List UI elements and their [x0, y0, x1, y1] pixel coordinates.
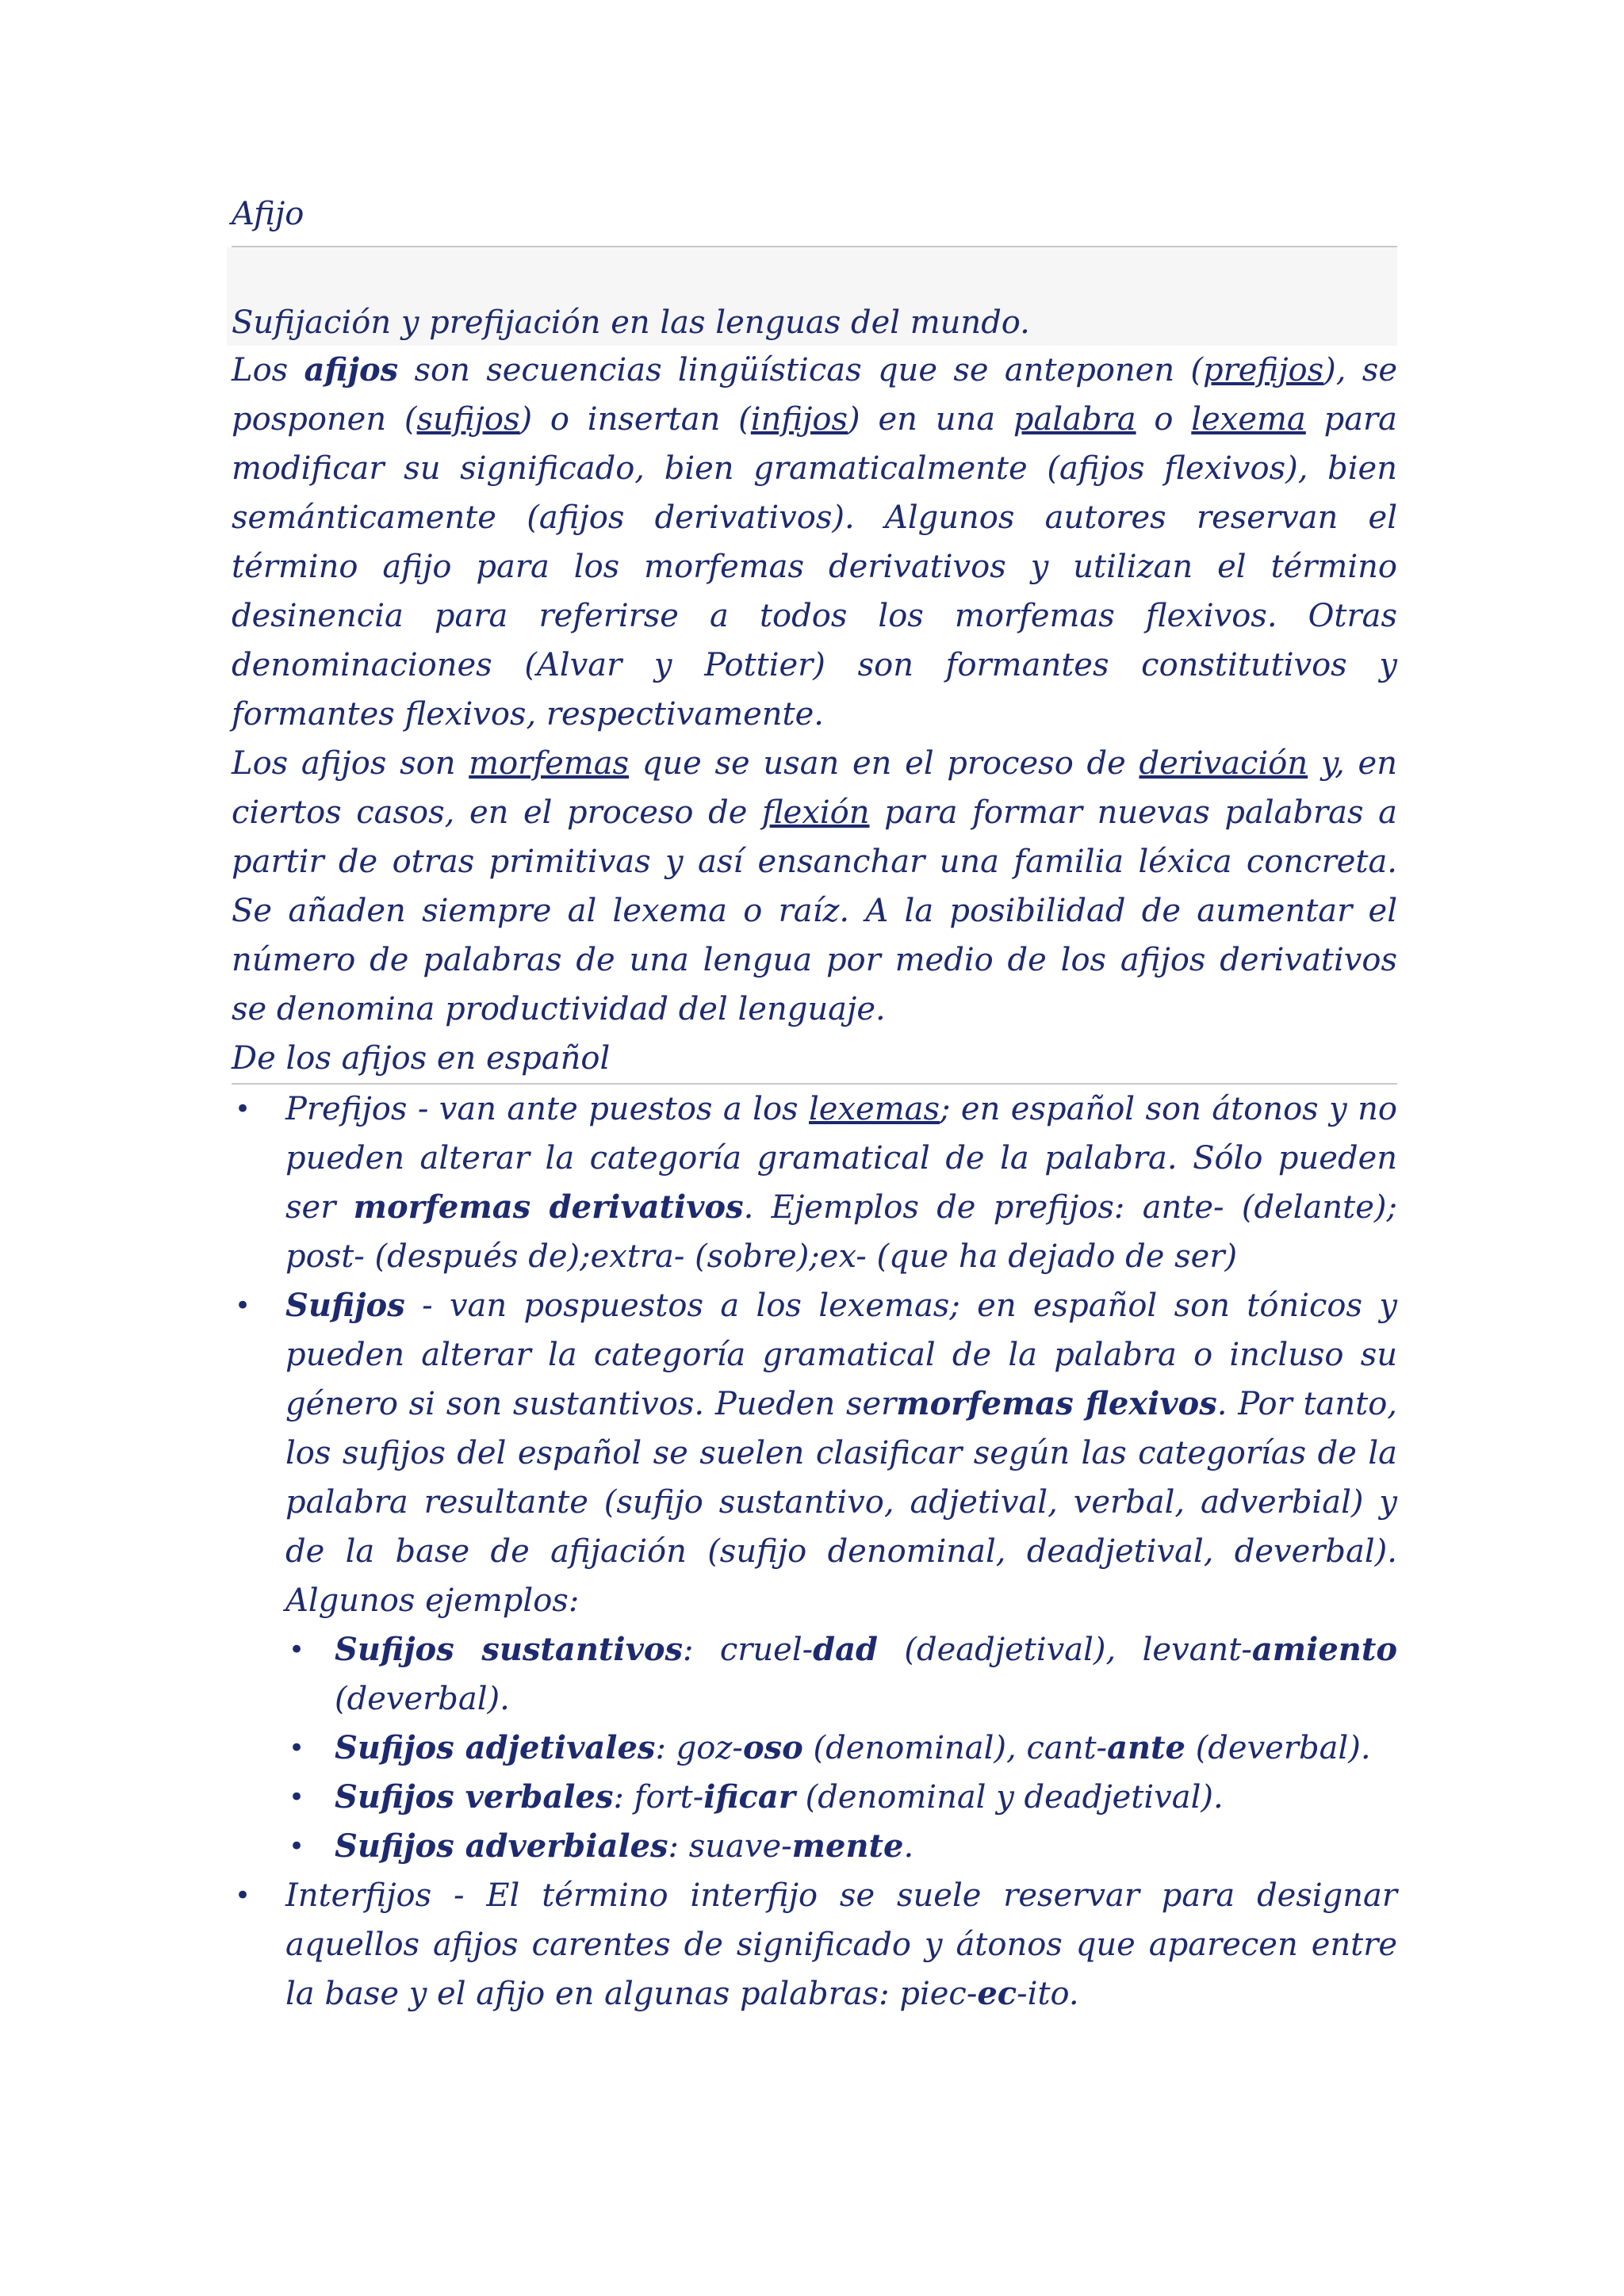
italic-term: interfijo: [690, 1877, 818, 1914]
bold-term: Sufijos adverbiales: [335, 1827, 668, 1865]
italic-term: cruel-: [719, 1632, 814, 1668]
text-run: (deadjetival),: [878, 1632, 1143, 1668]
bold-term: morfemas derivativos: [353, 1188, 744, 1226]
italic-term: piec-: [899, 1976, 978, 2012]
italic-term: levant-: [1142, 1632, 1252, 1668]
link-prefijos[interactable]: prefijos: [1203, 352, 1324, 388]
text-run: se suele reservar para designar aquellos afijos carentes de significado y átonos que aparecen entre la base y el afijo en algunas palabras:: [285, 1877, 1398, 2012]
document-title: Afijo: [232, 196, 304, 232]
text-run: (denominal),: [802, 1730, 1027, 1766]
link-lexemas[interactable]: lexemas: [809, 1091, 940, 1127]
text-run: o: [1136, 401, 1192, 438]
bold-term: mente: [791, 1827, 904, 1865]
bold-term: dad: [813, 1631, 879, 1668]
text-run: . Ejemplos de prefijos: ante- (delante); post- (después de);extra- (sobre);ex- (que ha dejado de ser): [285, 1189, 1397, 1275]
bold-term: ificar: [703, 1778, 795, 1816]
text-run: ) o insertan (: [519, 401, 751, 438]
sufijos-sublist: [285, 1625, 1397, 1871]
subtitle: Sufijación y prefijación en las lenguas del mundo.: [232, 304, 1030, 341]
text-run: - van pospuestos a los lexemas; en español son tónicos y pueden alterar la categoría gramatical de la palabra o incluso su género si son sustantivos. Pueden ser: [285, 1288, 1397, 1422]
text-run: , respectivamente.: [526, 696, 825, 733]
italic-term: productividad del lenguaje: [445, 991, 876, 1027]
sublist-item-adverbiales: [232, 1822, 1397, 1871]
text-run: son secuencias lingüísticas que se anteponen (: [398, 352, 1204, 388]
italic-term: -ito: [1017, 1976, 1069, 2012]
text-run: . Por tanto, los sufijos del español se suelen clasificar según las categorías de la palabra resultante (sufijo sustantivo, adjetival, verbal, adverbial) y de la base de afijación (sufijo denominal, deadjetival, deverbal). Algunos ejemplos:: [285, 1386, 1398, 1619]
section-heading: De los afijos en español: [232, 1040, 611, 1077]
text-run: .: [875, 991, 886, 1027]
bold-term: morfemas flexivos: [896, 1385, 1217, 1422]
text-run: (deverbal).: [335, 1681, 510, 1717]
text-run: para referirse a todos los morfemas flexivos. Otras denominaciones (Alvar y Pottier) son: [232, 598, 1397, 683]
paragraph-afijos-definition: [232, 346, 1397, 739]
document-body: [232, 182, 1397, 2019]
link-palabra[interactable]: palabra: [1013, 401, 1136, 438]
link-derivacion[interactable]: derivación: [1139, 745, 1308, 782]
text-run: :: [683, 1632, 720, 1668]
text-run: ; en español son átonos y no pueden alterar la categoría gramatical de la palabra. Sólo pueden ser: [285, 1091, 1397, 1226]
bold-term: Sufijos: [285, 1287, 405, 1324]
italic-term: formantes constitutivos: [945, 647, 1347, 683]
bold-term: amiento: [1251, 1631, 1397, 1668]
paragraph-afijos-morfemas: [232, 739, 1397, 1034]
sublist-item-sustantivos: [232, 1625, 1397, 1724]
afijos-list: [232, 1085, 1397, 2019]
italic-term: goz-: [676, 1730, 743, 1766]
text-run: Los afijos son: [232, 745, 469, 782]
bold-term: Sufijos adjetivales: [335, 1729, 656, 1766]
link-infijos[interactable]: infijos: [750, 401, 848, 438]
text-run: (denominal y deadjetival).: [795, 1779, 1224, 1816]
bold-term: afijos: [304, 351, 399, 388]
link-lexema[interactable]: lexema: [1191, 401, 1306, 438]
text-run: Prefijos - van ante puestos a los: [285, 1091, 810, 1127]
link-sufijos[interactable]: sufijos: [416, 401, 520, 438]
text-run: ) en una: [848, 401, 1013, 438]
italic-term: formantes flexivos: [232, 696, 527, 733]
italic-term: desinencia: [232, 598, 404, 634]
list-item-interfijos: [232, 1871, 1397, 2019]
subtitle-band: [227, 247, 1397, 346]
text-run: que se usan en el proceso de: [629, 745, 1139, 782]
bold-term: ec: [977, 1975, 1017, 2012]
text-run: Interfijos - El término: [285, 1877, 691, 1914]
sublist-item-verbales: [232, 1773, 1397, 1822]
text-run: :: [655, 1730, 676, 1766]
text-run: :: [613, 1779, 634, 1816]
text-run: para los morfemas derivativos y utilizan el término: [451, 549, 1397, 585]
text-run: .: [903, 1828, 914, 1865]
bold-term: Sufijos sustantivos: [335, 1631, 684, 1668]
bold-term: ante: [1107, 1729, 1185, 1766]
text-run: y: [1346, 647, 1397, 683]
link-morfemas[interactable]: morfemas: [469, 745, 630, 782]
link-flexion[interactable]: flexión: [761, 794, 870, 831]
text-run: para formar nuevas palabras a partir de otras primitivas y así ensanchar una familia léxica concreta. Se añaden siempre al lexema o raíz. A la posibilidad de aumentar el número de palabras de una lengua por medio de los afijos derivativos se denomina: [232, 794, 1397, 1027]
text-run: Los: [232, 352, 304, 388]
list-item-prefijos: [232, 1085, 1397, 1281]
italic-term: fort-: [634, 1779, 704, 1816]
text-run: :: [668, 1828, 689, 1865]
sublist-item-adjetivales: [232, 1724, 1397, 1773]
bold-term: Sufijos verbales: [335, 1778, 614, 1816]
italic-term: cant-: [1026, 1730, 1108, 1766]
italic-term: afijo: [382, 549, 452, 585]
list-item-sufijos: [232, 1281, 1397, 1871]
bold-term: oso: [742, 1729, 803, 1766]
text-run: (deverbal).: [1185, 1730, 1371, 1766]
italic-term: suave-: [688, 1828, 792, 1865]
text-run: ), se posponen (: [232, 352, 1397, 438]
text-run: y, en ciertos casos, en el proceso de: [232, 745, 1397, 831]
text-run: .: [1068, 1976, 1079, 2012]
text-run: para modificar su significado, bien gramaticalmente (afijos flexivos), bien semánticamente (afijos derivativos). Algunos autores reservan el término: [232, 401, 1398, 585]
